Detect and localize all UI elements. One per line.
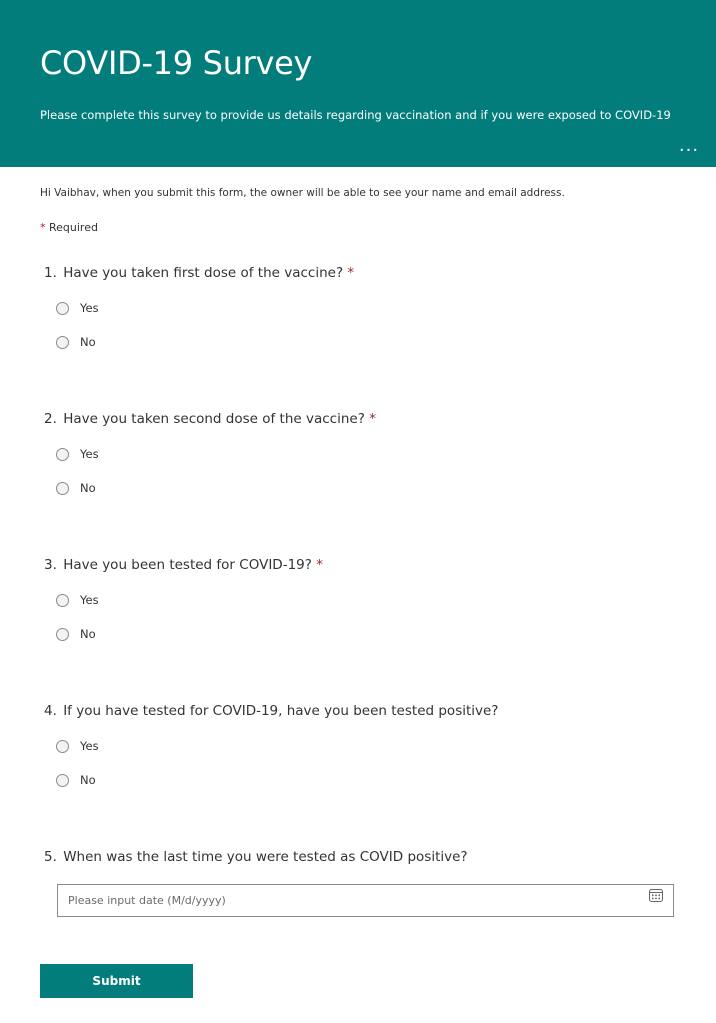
- q3-option-yes[interactable]: [56, 590, 99, 610]
- question-5-title: [44, 849, 468, 865]
- question-1-title: [44, 265, 354, 281]
- form-title: COVID-19 Survey: [40, 44, 313, 82]
- radio-button[interactable]: [56, 336, 69, 349]
- ellipsis-icon[interactable]: ···: [678, 140, 700, 161]
- option-label: No: [80, 773, 96, 787]
- question-text: When was the last time you were tested as COVID positive?: [63, 849, 468, 865]
- radio-button[interactable]: [56, 448, 69, 461]
- question-number: 3.: [44, 557, 57, 573]
- submit-button[interactable]: Submit: [40, 964, 193, 998]
- required-label: Required: [49, 221, 98, 234]
- required-star: *: [316, 557, 323, 573]
- option-label: No: [80, 481, 96, 495]
- q1-option-no[interactable]: [56, 332, 96, 352]
- question-2-title: [44, 411, 376, 427]
- form-subtitle: Please complete this survey to provide us details regarding vaccination and if you were exposed to COVID-19: [40, 108, 671, 122]
- q2-option-no[interactable]: [56, 478, 96, 498]
- question-text: If you have tested for COVID-19, have you been tested positive?: [63, 703, 499, 719]
- option-label: No: [80, 627, 96, 641]
- option-label: Yes: [80, 447, 99, 461]
- required-note: [40, 221, 98, 234]
- option-label: Yes: [80, 301, 99, 315]
- calendar-icon[interactable]: [648, 887, 664, 903]
- radio-button[interactable]: [56, 594, 69, 607]
- q4-option-no[interactable]: [56, 770, 96, 790]
- radio-button[interactable]: [56, 628, 69, 641]
- radio-button[interactable]: [56, 774, 69, 787]
- radio-button[interactable]: [56, 482, 69, 495]
- q4-option-yes[interactable]: [56, 736, 99, 756]
- question-number: 2.: [44, 411, 57, 427]
- question-number: 4.: [44, 703, 57, 719]
- q2-option-yes[interactable]: [56, 444, 99, 464]
- form-header: [0, 0, 716, 167]
- question-4-title: [44, 703, 498, 719]
- privacy-notice: Hi Vaibhav, when you submit this form, the owner will be able to see your name and email address.: [40, 187, 565, 199]
- question-3-title: [44, 557, 323, 573]
- question-number: 1.: [44, 265, 57, 281]
- radio-button[interactable]: [56, 302, 69, 315]
- question-text: Have you taken second dose of the vaccine?: [63, 411, 365, 427]
- option-label: No: [80, 335, 96, 349]
- q1-option-yes[interactable]: [56, 298, 99, 318]
- required-star: *: [40, 221, 46, 234]
- option-label: Yes: [80, 593, 99, 607]
- question-number: 5.: [44, 849, 57, 865]
- question-text: Have you taken first dose of the vaccine?: [63, 265, 344, 281]
- date-field[interactable]: [57, 884, 674, 917]
- required-star: *: [347, 265, 355, 281]
- required-star: *: [369, 411, 376, 427]
- radio-button[interactable]: [56, 740, 69, 753]
- q3-option-no[interactable]: [56, 624, 96, 644]
- question-text: Have you been tested for COVID-19?: [63, 557, 312, 573]
- option-label: Yes: [80, 739, 99, 753]
- date-input[interactable]: [58, 885, 638, 916]
